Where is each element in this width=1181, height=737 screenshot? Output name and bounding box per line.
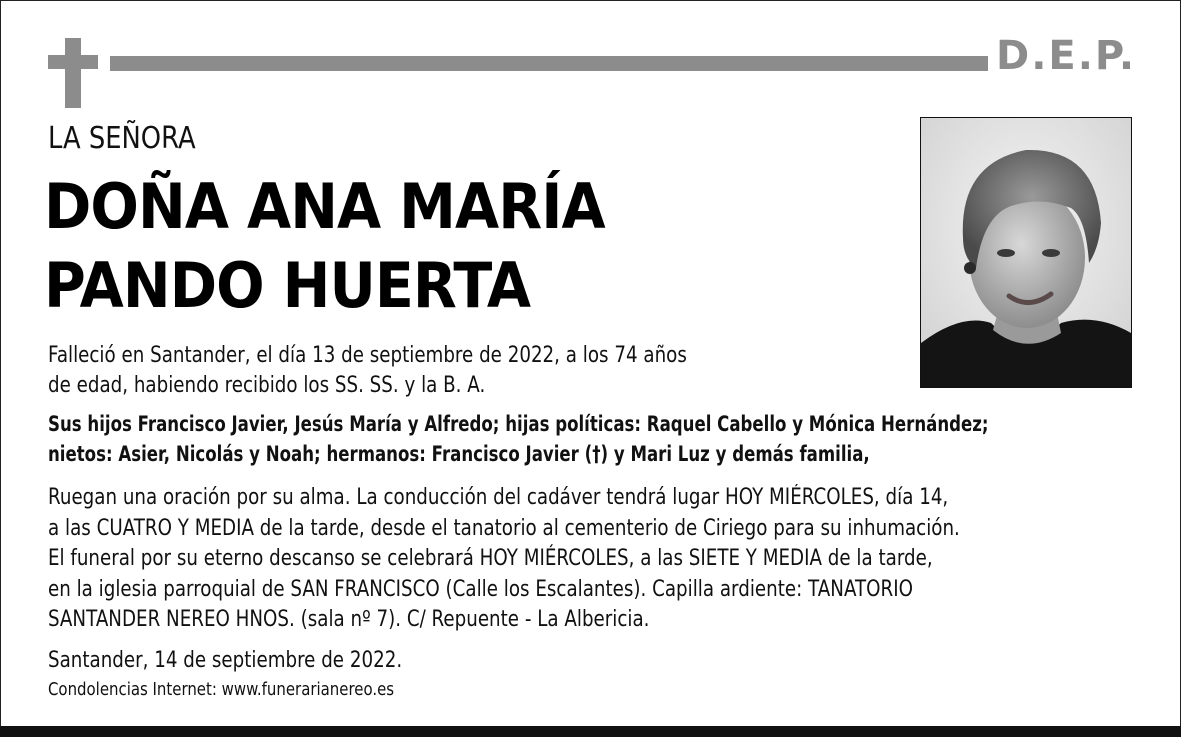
condolences-web: Condolencias Internet: www.funerarianereo.es bbox=[48, 679, 395, 700]
ceremony-line: a las CUATRO Y MEDIA de la tarde, desde el tanatorio al cementerio de Ciriego para su inhumación. bbox=[48, 515, 960, 541]
family-line: Sus hijos Francisco Javier, Jesús María y Alfredo; hijas políticas: Raquel Cabello y Mónica Hernández; bbox=[48, 412, 989, 436]
place-date: Santander, 14 de septiembre de 2022. bbox=[48, 648, 403, 673]
ceremony-line: Ruegan una oración por su alma. La conducción del cadáver tendrá lugar HOY MIÉRCOLES, día 14, bbox=[48, 485, 949, 510]
death-notice bbox=[48, 341, 687, 401]
deceased-name-line-2: PANDO HUERTA bbox=[44, 249, 531, 322]
bottom-rule bbox=[0, 726, 1181, 737]
cross-icon bbox=[48, 38, 98, 108]
ceremony-line: en la iglesia parroquial de SAN FRANCISCO (Calle los Escalantes). Capilla ardiente: TANATORIO bbox=[48, 576, 913, 602]
deceased-name-line-1: DOÑA ANA MARÍA bbox=[44, 170, 605, 243]
ceremony-line: El funeral por su eterno descanso se celebrará HOY MIÉRCOLES, a las SIETE Y MEDIA de la tarde, bbox=[48, 546, 933, 571]
dep-label: D.E.P. bbox=[996, 33, 1137, 79]
family-line: nietos: Asier, Nicolás y Noah; hermanos: Francisco Javier (†) y Mari Luz y demás familia, bbox=[48, 442, 870, 466]
ceremony-details bbox=[48, 483, 960, 636]
family-list bbox=[48, 409, 989, 469]
header-rule bbox=[110, 56, 988, 71]
death-notice-line: Falleció en Santander, el día 13 de septiembre de 2022, a los 74 años bbox=[48, 343, 687, 368]
honorific: LA SEÑORA bbox=[48, 121, 196, 156]
portrait-photo bbox=[920, 117, 1132, 388]
ceremony-line: SANTANDER NEREO HNOS. (sala nº 7). C/ Repuente - La Albericia. bbox=[48, 607, 650, 632]
death-notice-line: de edad, habiendo recibido los SS. SS. y la B. A. bbox=[48, 373, 486, 398]
